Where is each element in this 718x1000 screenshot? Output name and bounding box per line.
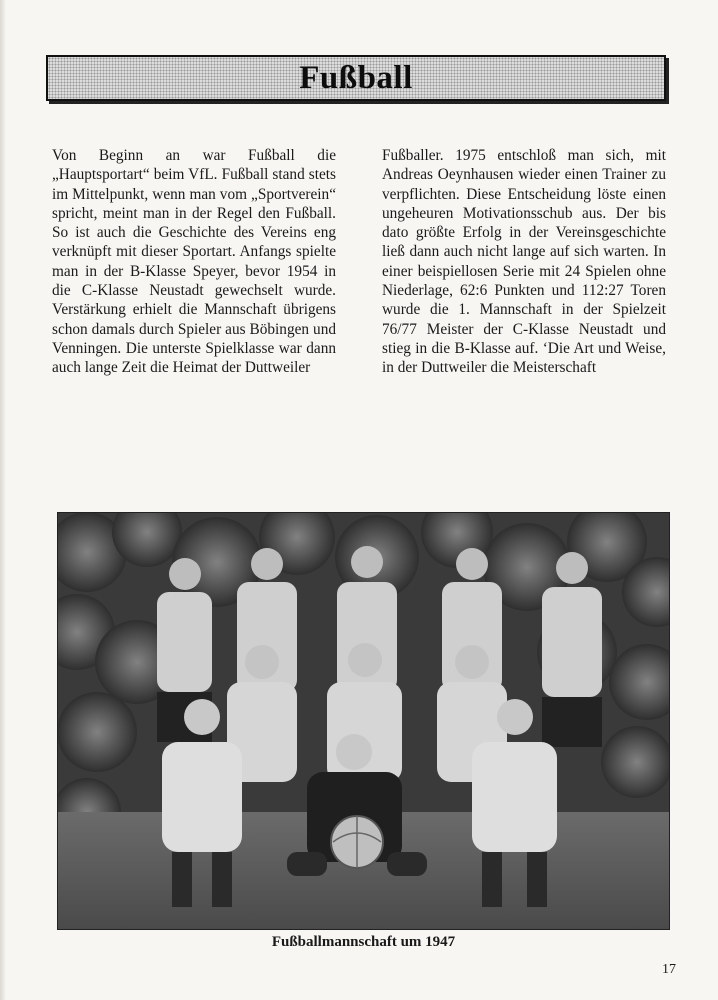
text-column-right	[382, 146, 666, 378]
left-column-text: Von Beginn an war Fußball die „Hauptsportart“ beim VfL. Fußball stand stets im Mittelpunkt, wenn man vom „Sportverein“ spricht, meint man in der Regel den Fußball. So ist auch die Geschichte des Vereins eng verknüpft mit dieser Sportart. Anfangs spielte man in der B-Klasse Speyer, bevor 1954 in die C-Klasse Neustadt gewechselt wurde. Verstärkung erhielt die Mannschaft übrigens schon damals durch Spieler aus Böbingen und Venningen. Die unterste Spielklasse war dann auch lange Zeit die Heimat der Duttweiler	[52, 147, 336, 377]
text-column-left	[52, 146, 336, 378]
right-column-text: Fußballer. 1975 entschloß man sich, mit Andreas Oeynhausen wieder einen Trainer zu verpflichten. Diese Entscheidung löste einen ungeheuren Motivationsschub aus. Der bis dato größte Erfolg in der Vereinsgeschichte ließ dann auch nicht lange auf sich warten. In einer beispiellosen Serie mit 24 Spielen ohne Niederlage, 62:6 Punkten und 112:27 Toren wurde die 1. Mannschaft in der Spielzeit 76/77 Meister der C-Klasse Neustadt und stieg in die B-Klasse auf. ‘Die Art und Weise, in der Duttweiler die Meisterschaft	[382, 147, 666, 377]
page-edge	[0, 0, 6, 1000]
page-number: 17	[662, 962, 676, 977]
team-photo	[57, 512, 670, 930]
team-photo-illustration	[57, 512, 670, 930]
page-title: Fußball	[299, 59, 413, 96]
title-banner	[46, 55, 666, 101]
photo-caption: Fußballmannschaft um 1947	[271, 934, 456, 950]
